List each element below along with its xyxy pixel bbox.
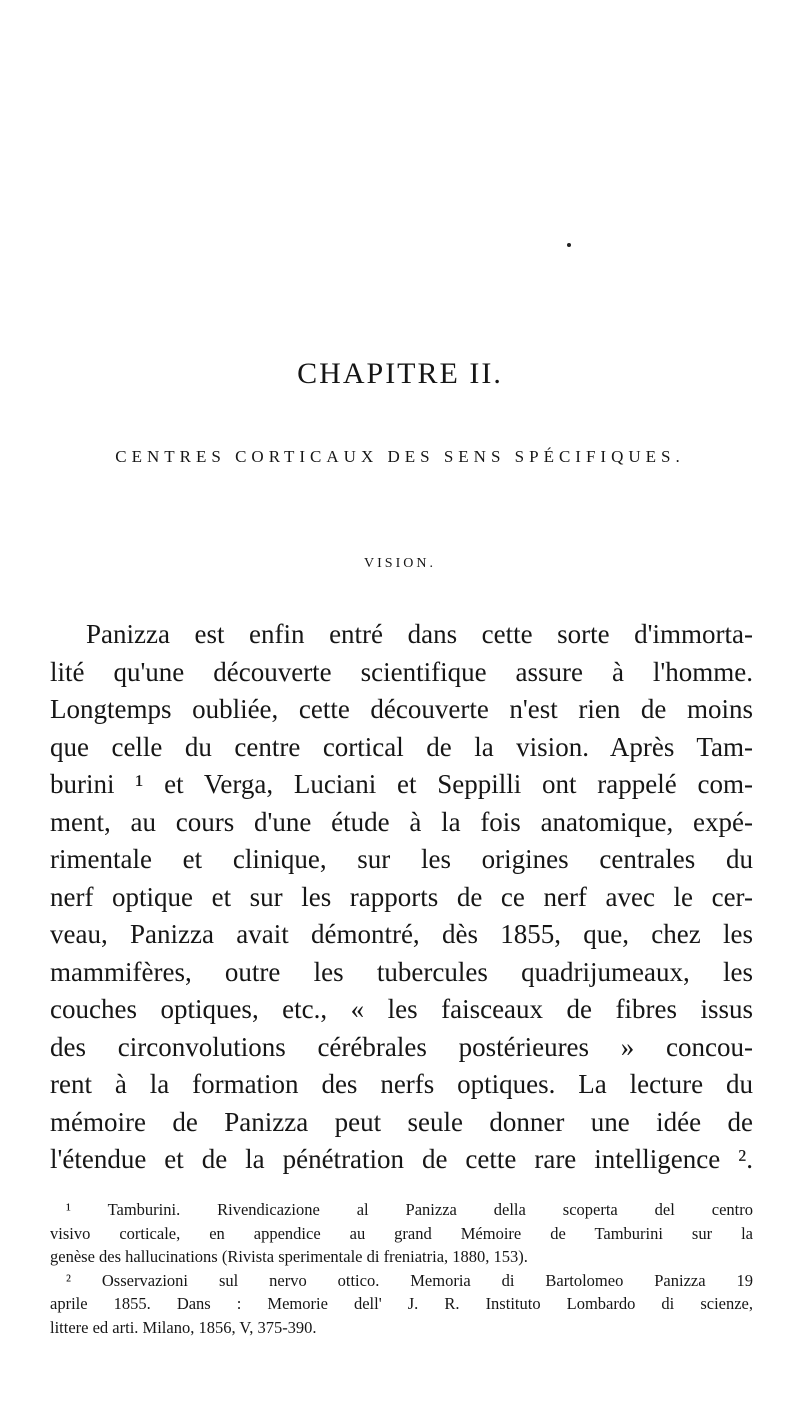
body-line: rent à la formation des nerfs optiques. La lecture du [50,1069,753,1099]
chapter-title: CHAPITRE II. [297,357,503,390]
footnote-line: visivo corticale, en appendice au grand Mémoire de Tamburini sur la [50,1223,753,1243]
body-line: mammifères, outre les tubercules quadrijumeaux, les [50,956,753,987]
body-line: Longtemps oubliée, cette découverte n'est rien de moins [50,694,753,724]
body-line: lité qu'une découverte scientifique assure à l'homme. [50,656,753,687]
print-speck [567,243,571,247]
body-line: Panizza est enfin entré dans cette sorte d'immorta- [86,619,753,649]
body-paragraph [50,616,753,1179]
section-title: CENTRES CORTICAUX DES SENS SPÉCIFIQUES. [115,447,685,466]
subsection-title: VISION. [364,556,436,571]
body-line: l'étendue et de la pénétration de cette rare intelligence ². [50,1144,753,1174]
footnote-line: genèse des hallucinations (Rivista sperimentale di freniatria, 1880, 153). [50,1247,528,1266]
footnotes [50,1198,753,1339]
body-line: rimentale et clinique, sur les origines centrales du [50,844,753,874]
body-line: que celle du centre cortical de la vision. Après Tam- [50,731,753,762]
body-line: ment, au cours d'une étude à la fois anatomique, expé- [50,806,753,837]
footnote-line: aprile 1855. Dans : Memorie dell' J. R. Instituto Lombardo di scienze, [50,1294,753,1313]
footnote-line: ² Osservazioni sul nervo ottico. Memoria di Bartolomeo Panizza 19 [66,1270,753,1290]
footnote-line: ¹ Tamburini. Rivendicazione al Panizza della scoperta del centro [66,1200,753,1219]
body-line: nerf optique et sur les rapports de ce nerf avec le cer- [50,881,753,912]
body-line: burini ¹ et Verga, Luciani et Seppilli ont rappelé com- [50,769,753,799]
body-line: couches optiques, etc., « les faisceaux de fibres issus [50,994,753,1024]
body-line: des circonvolutions cérébrales postérieures » concou- [50,1031,753,1062]
body-line: veau, Panizza avait démontré, dès 1855, que, chez les [50,919,753,949]
body-line: mémoire de Panizza peut seule donner une idée de [50,1106,753,1137]
footnote-line: littere ed arti. Milano, 1856, V, 375-390. [50,1317,317,1337]
